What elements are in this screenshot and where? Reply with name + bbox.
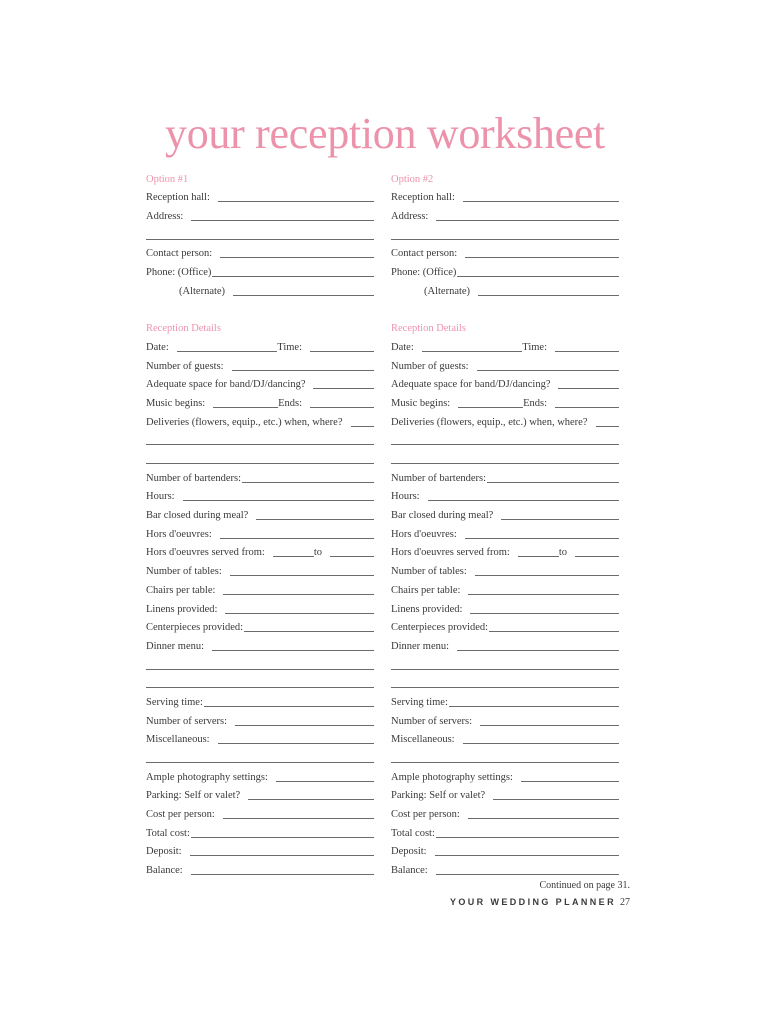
chairs-field[interactable] (223, 593, 374, 595)
cost-per-person-label: Cost per person: (391, 809, 460, 821)
deliveries-field-2[interactable] (391, 443, 619, 445)
music-begins-label: Music begins: (391, 397, 451, 409)
option-2-column (391, 168, 619, 878)
address-field[interactable] (191, 219, 374, 221)
balance-field[interactable] (191, 873, 374, 875)
tables-field[interactable] (230, 574, 374, 576)
to-label: to (313, 547, 322, 559)
deposit-field[interactable] (190, 854, 374, 856)
cost-per-person-field[interactable] (223, 817, 374, 819)
hors-to-field[interactable] (330, 555, 374, 557)
music-begins-field[interactable] (458, 406, 523, 408)
serving-time-field[interactable] (204, 705, 374, 707)
centerpieces-label: Centerpieces provided: (146, 622, 244, 634)
date-field[interactable] (177, 350, 278, 352)
servers-field[interactable] (480, 724, 619, 726)
reception-hall-field[interactable] (218, 200, 374, 202)
tables-label: Number of tables: (146, 566, 222, 578)
phone-office-field[interactable] (457, 275, 619, 277)
serving-time-label: Serving time: (146, 696, 203, 708)
space-label: Adequate space for band/DJ/dancing? (146, 379, 306, 391)
linens-label: Linens provided: (146, 603, 218, 615)
contact-person-field[interactable] (465, 256, 619, 258)
address-field-2[interactable] (391, 238, 619, 240)
linens-field[interactable] (470, 612, 619, 614)
misc-field[interactable] (218, 742, 374, 744)
balance-label: Balance: (391, 865, 428, 877)
phone-office-label: Phone: (Office) (391, 267, 457, 279)
misc-label: Miscellaneous: (391, 734, 455, 746)
phone-alternate-field[interactable] (478, 294, 619, 296)
hors-from-field[interactable] (273, 555, 314, 557)
option-heading: Option #2 (391, 173, 434, 185)
balance-field[interactable] (436, 873, 619, 875)
contact-person-field[interactable] (220, 256, 374, 258)
reception-hall-label: Reception hall: (391, 192, 455, 204)
misc-field[interactable] (463, 742, 619, 744)
address-label: Address: (391, 211, 429, 223)
guests-label: Number of guests: (146, 360, 224, 372)
deliveries-label: Deliveries (flowers, equip., etc.) when, where? (391, 416, 588, 428)
phone-office-label: Phone: (Office) (146, 267, 212, 279)
dinner-menu-field[interactable] (212, 649, 374, 651)
centerpieces-label: Centerpieces provided: (391, 622, 489, 634)
hours-field[interactable] (183, 499, 374, 501)
deliveries-field[interactable] (596, 425, 619, 427)
page-footer (450, 897, 630, 908)
phone-alternate-field[interactable] (233, 294, 374, 296)
hors-label: Hors d'oeuvres: (391, 528, 457, 540)
centerpieces-field[interactable] (489, 630, 619, 632)
music-begins-label: Music begins: (146, 397, 206, 409)
bar-closed-label: Bar closed during meal? (146, 510, 249, 522)
hors-served-label: Hors d'oeuvres served from: (391, 547, 510, 559)
tables-field[interactable] (475, 574, 619, 576)
servers-label: Number of servers: (146, 715, 228, 727)
space-label: Adequate space for band/DJ/dancing? (391, 379, 551, 391)
total-cost-field[interactable] (436, 836, 619, 838)
ends-field[interactable] (555, 406, 619, 408)
deposit-field[interactable] (435, 854, 619, 856)
deposit-label: Deposit: (391, 846, 427, 858)
balance-label: Balance: (146, 865, 183, 877)
space-field[interactable] (558, 387, 619, 389)
option-heading: Option #1 (146, 173, 189, 185)
dinner-menu-label: Dinner menu: (146, 640, 205, 652)
page-title: your reception worksheet (165, 109, 605, 158)
bartenders-label: Number of bartenders: (146, 472, 242, 484)
space-field[interactable] (313, 387, 374, 389)
bar-closed-field[interactable] (501, 518, 619, 520)
deliveries-field-3[interactable] (146, 462, 374, 464)
ends-label: Ends: (278, 397, 302, 409)
parking-field[interactable] (493, 798, 619, 800)
chairs-field[interactable] (468, 593, 619, 595)
deliveries-field[interactable] (351, 425, 374, 427)
music-begins-field[interactable] (213, 406, 278, 408)
deliveries-field-2[interactable] (146, 443, 374, 445)
hors-served-label: Hors d'oeuvres served from: (146, 547, 265, 559)
dinner-menu-field-2[interactable] (146, 668, 374, 670)
ends-field[interactable] (310, 406, 374, 408)
address-field[interactable] (436, 219, 619, 221)
phone-office-field[interactable] (212, 275, 374, 277)
hors-field[interactable] (220, 537, 374, 539)
parking-field[interactable] (248, 798, 374, 800)
photography-label: Ample photography settings: (146, 771, 268, 783)
parking-label: Parking: Self or valet? (146, 790, 241, 802)
ends-label: Ends: (523, 397, 547, 409)
photography-field[interactable] (521, 780, 619, 782)
chairs-label: Chairs per table: (391, 584, 461, 596)
servers-label: Number of servers: (391, 715, 473, 727)
details-heading: Reception Details (391, 323, 466, 335)
contact-person-label: Contact person: (146, 248, 213, 260)
centerpieces-field[interactable] (244, 630, 374, 632)
tables-label: Number of tables: (391, 566, 467, 578)
bartenders-field[interactable] (242, 481, 374, 483)
dinner-menu-field-3[interactable] (391, 686, 619, 688)
dinner-menu-field-3[interactable] (146, 686, 374, 688)
address-label: Address: (146, 211, 184, 223)
parking-label: Parking: Self or valet? (391, 790, 486, 802)
page-number: 27 (620, 897, 630, 908)
guests-field[interactable] (232, 369, 374, 371)
deposit-label: Deposit: (146, 846, 182, 858)
serving-time-label: Serving time: (391, 696, 448, 708)
bartenders-field[interactable] (487, 481, 619, 483)
time-field[interactable] (555, 350, 619, 352)
serving-time-field[interactable] (449, 705, 619, 707)
misc-label: Miscellaneous: (146, 734, 210, 746)
time-label: Time: (522, 341, 547, 353)
option-1-column (146, 168, 374, 878)
photography-label: Ample photography settings: (391, 771, 513, 783)
hours-label: Hours: (146, 491, 175, 503)
hors-to-field[interactable] (575, 555, 619, 557)
hors-field[interactable] (465, 537, 619, 539)
dinner-menu-field-2[interactable] (391, 668, 619, 670)
guests-field[interactable] (477, 369, 619, 371)
total-cost-field[interactable] (191, 836, 374, 838)
linens-label: Linens provided: (391, 603, 463, 615)
chairs-label: Chairs per table: (146, 584, 216, 596)
phone-alternate-label: (Alternate) (179, 285, 226, 297)
deliveries-field-3[interactable] (391, 462, 619, 464)
deliveries-label: Deliveries (flowers, equip., etc.) when, where? (146, 416, 343, 428)
hors-from-field[interactable] (518, 555, 559, 557)
total-cost-label: Total cost: (391, 827, 435, 839)
to-label: to (558, 547, 567, 559)
misc-field-2[interactable] (391, 761, 619, 763)
date-label: Date: (391, 341, 414, 353)
reception-hall-field[interactable] (463, 200, 619, 202)
contact-person-label: Contact person: (391, 248, 458, 260)
hours-label: Hours: (391, 491, 420, 503)
cost-per-person-label: Cost per person: (146, 809, 215, 821)
time-field[interactable] (310, 350, 374, 352)
hours-field[interactable] (428, 499, 619, 501)
continued-note: Continued on page 31. (539, 880, 630, 891)
date-label: Date: (146, 341, 169, 353)
time-label: Time: (277, 341, 302, 353)
details-heading: Reception Details (146, 323, 221, 335)
dinner-menu-label: Dinner menu: (391, 640, 450, 652)
photography-field[interactable] (276, 780, 374, 782)
footer-title: YOUR WEDDING PLANNER (449, 897, 616, 907)
guests-label: Number of guests: (391, 360, 469, 372)
hors-label: Hors d'oeuvres: (146, 528, 212, 540)
total-cost-label: Total cost: (146, 827, 190, 839)
bar-closed-label: Bar closed during meal? (391, 510, 494, 522)
dinner-menu-field[interactable] (457, 649, 619, 651)
phone-alternate-label: (Alternate) (424, 285, 471, 297)
linens-field[interactable] (225, 612, 374, 614)
servers-field[interactable] (235, 724, 374, 726)
address-field-2[interactable] (146, 238, 374, 240)
cost-per-person-field[interactable] (468, 817, 619, 819)
bartenders-label: Number of bartenders: (391, 472, 487, 484)
bar-closed-field[interactable] (256, 518, 374, 520)
date-field[interactable] (422, 350, 523, 352)
reception-hall-label: Reception hall: (146, 192, 210, 204)
misc-field-2[interactable] (146, 761, 374, 763)
